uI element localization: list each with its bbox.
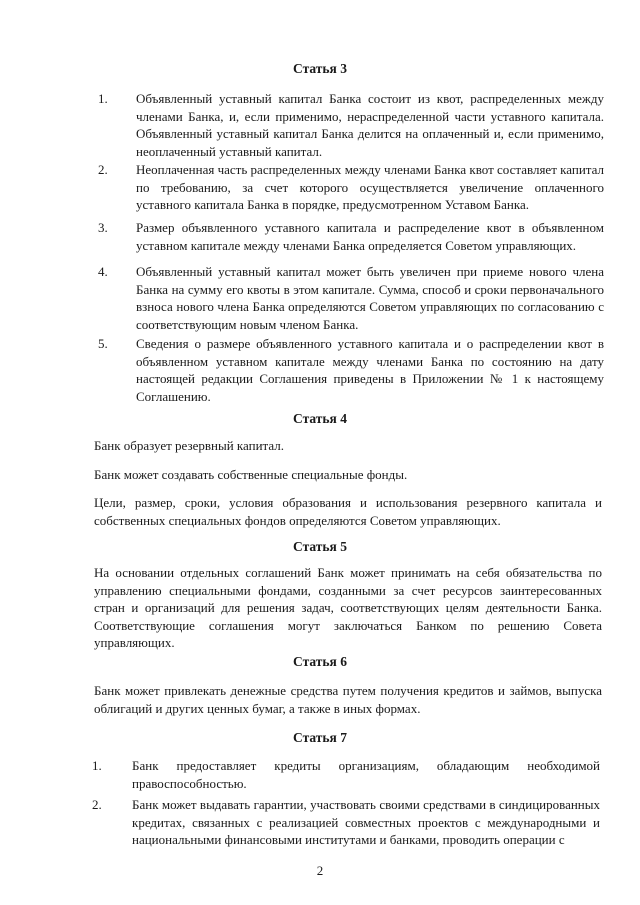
- article-4-heading: Статья 4: [293, 411, 347, 426]
- article-5-heading: Статья 5: [293, 539, 347, 554]
- article-3-item-2-text: Неоплаченная часть распределенных между членами Банка квот составляет капитал по требованию, за счет которого осуществляется увеличение оплаченного уставного капитала Банка в порядке, предусмотренном Уставом Банка.: [136, 162, 604, 212]
- article-7-item-2-text: Банк может выдавать гарантии, участвовать своими средствами в синдицированных кредитах, связанных с реализацией совместных проектов с международными и национальными финансовыми институтами и банками, проводить операции с: [132, 797, 600, 847]
- article-7-heading: Статья 7: [293, 730, 347, 745]
- article-3-heading: Статья 3: [293, 61, 347, 76]
- article-7-item-1-text: Банк предоставляет кредиты организациям, обладающим необходимой правоспособностью.: [132, 758, 600, 791]
- article-4-paragraph-2: Банк может создавать собственные специальные фонды.: [94, 467, 408, 482]
- article-3-item-3-text: Размер объявленного уставного капитала и распределение квот в объявленном уставном капитале между членами Банка определяется Советом управляющих.: [136, 220, 604, 253]
- article-7-item-2-number: 2.: [92, 797, 102, 812]
- article-3-item-4-text: Объявленный уставный капитал может быть увеличен при приеме нового члена Банка на сумму его квоты в этом капитале. Сумма, способ и сроки первоначального взноса нового члена Банка определяются Советом управляющих по согласованию с соответствующим новым членом Банка.: [136, 264, 604, 332]
- article-6-paragraph-1: Банк может привлекать денежные средства путем получения кредитов и займов, выпуска облигаций и других ценных бумаг, а также в иных формах.: [94, 683, 602, 716]
- page-number: 2: [316, 863, 324, 878]
- article-3-item-3-number: 3.: [98, 220, 108, 235]
- article-4-paragraph-1: Банк образует резервный капитал.: [94, 438, 284, 453]
- article-3-item-2-number: 2.: [98, 162, 108, 177]
- article-5-paragraph-1: На основании отдельных соглашений Банк может принимать на себя обязательства по управлению специальными фондами, созданными за счет ресурсов заинтересованных стран и организаций для решения задач, соответствующих целям деятельности Банка. Соответствующие соглашения могут заключаться Банком по решению Совета управляющих.: [94, 565, 602, 650]
- article-4-paragraph-3: Цели, размер, сроки, условия образования и использования резервного капитала и собственных специальных фондов определяются Советом управляющих.: [94, 495, 602, 528]
- article-3-item-1-text: Объявленный уставный капитал Банка состоит из квот, распределенных между членами Банка, и, если применимо, нераспределенной части уставного капитала. Объявленный уставный капитал Банка делится на оплаченный и, если применимо, неоплаченный уставный капитал.: [136, 91, 604, 159]
- article-7-item-1-number: 1.: [92, 758, 102, 773]
- article-3-item-1-number: 1.: [98, 91, 108, 106]
- article-6-heading: Статья 6: [293, 654, 347, 669]
- article-3-item-5-number: 5.: [98, 336, 108, 351]
- article-3-item-4-number: 4.: [98, 264, 108, 279]
- article-3-item-5-text: Сведения о размере объявленного уставного капитала и о распределении квот в объявленном уставном капитале между членами Банка по состоянию на дату настоящей редакции Соглашения приведены в Приложении № 1 к настоящему Соглашению.: [136, 336, 604, 404]
